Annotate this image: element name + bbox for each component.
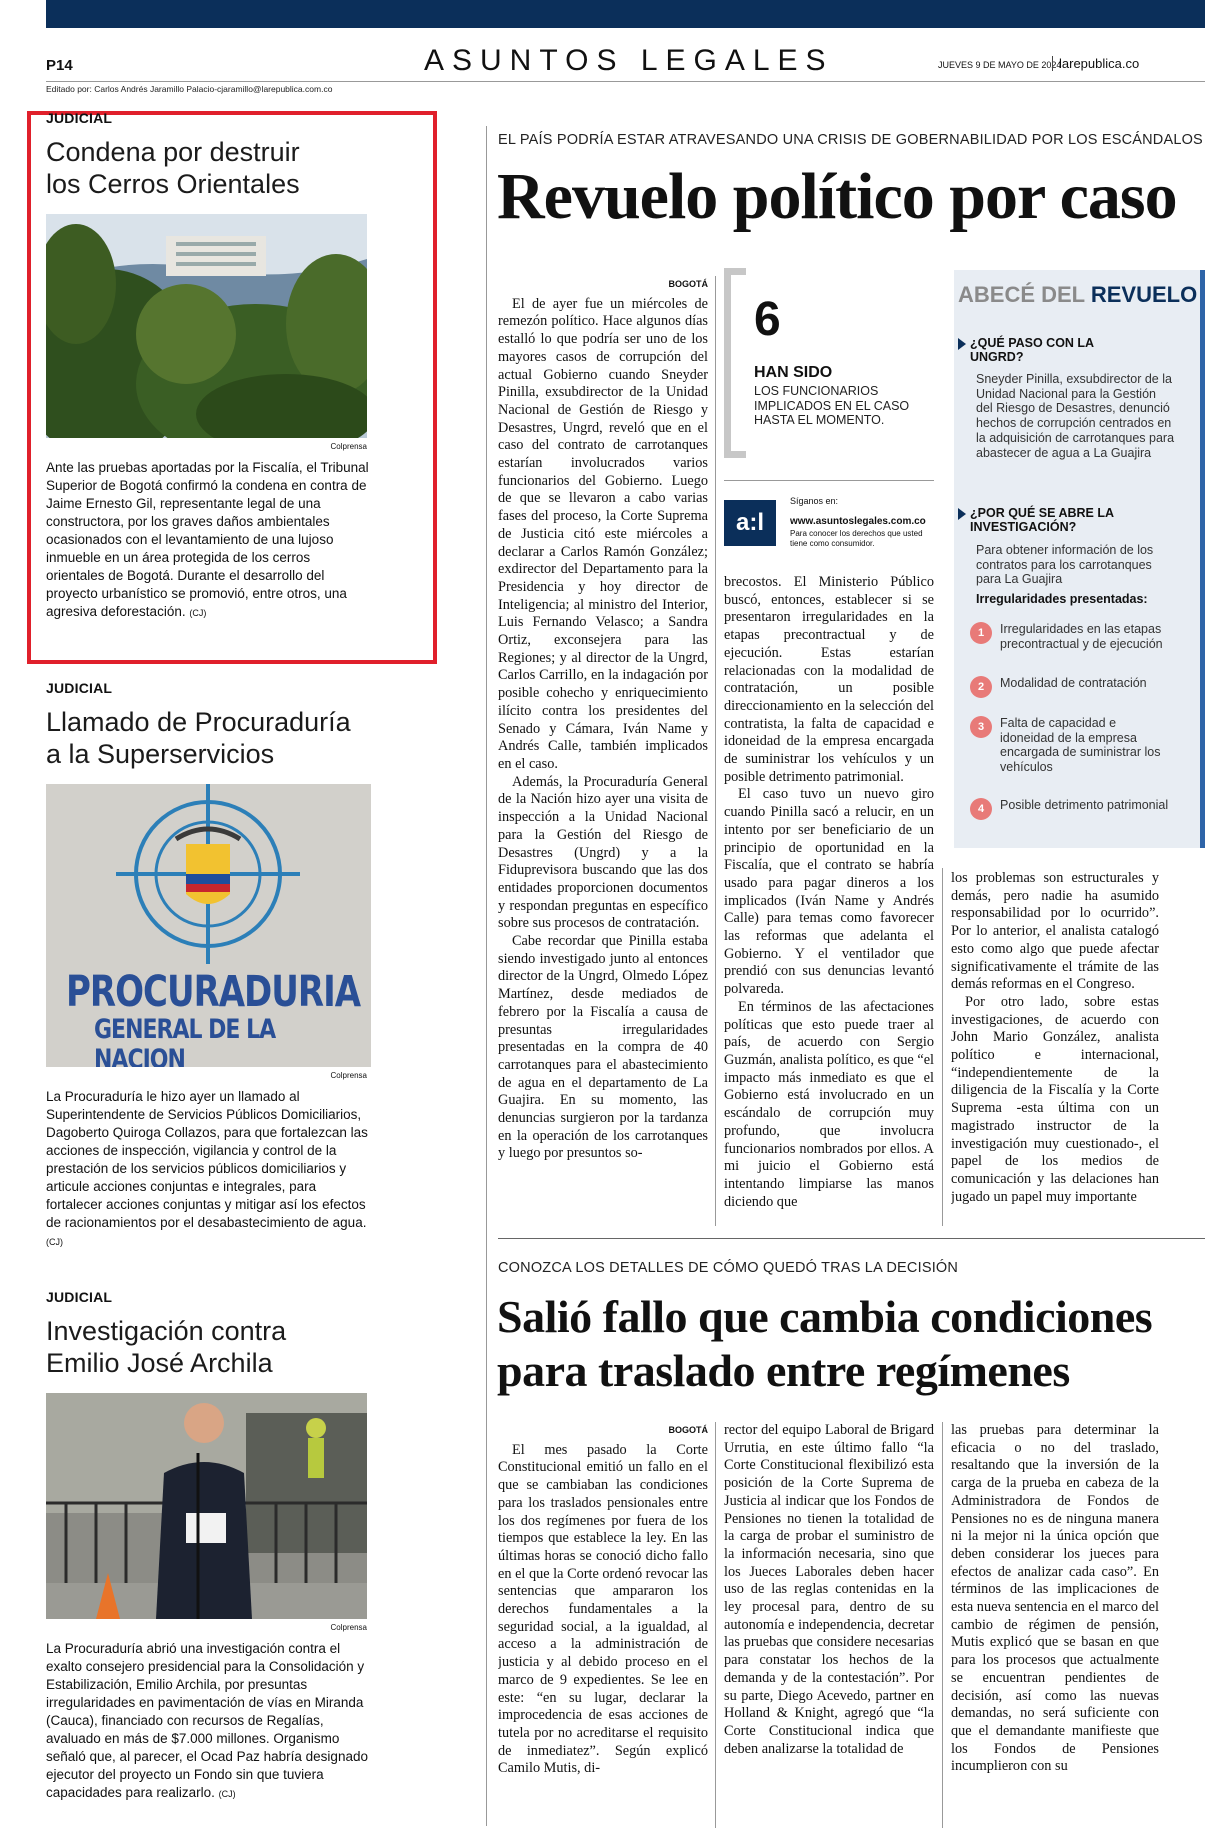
- brief-sign: (CJ): [46, 1237, 63, 1247]
- abece-answer-2: Para obtener información de los contratos para los carrotanques para La Guajira: [976, 543, 1154, 587]
- briefs-column: [46, 110, 371, 1803]
- irregularity-item: [970, 622, 1170, 666]
- article2-paragraph: El mes pasado la Corte Constitucional emitió un fallo en el que se cambiaban las condiciones para los traslados pensionales entre los dos regímenes por fuera de los tiempos que establece la ley. En las últimas horas se conoció dicho fallo en el que la Corte ordenó revocar las sentencias que ampararon los derechos fundamentales a la seguridad social, a la igualdad, al acceso a la administración de justicia y al debido proceso en el marco de 9 expedientes. Se lee en este: “en su lugar, declarar la improcedencia de esas acciones de tutela por no acreditarse el requisito de inmediatez”. Según explicó Camilo Mutis, di-: [498, 1441, 708, 1777]
- sign-text-bottom: GENERAL DE LA NACION: [94, 1015, 276, 1067]
- follow-box: [724, 492, 934, 552]
- article2-kicker: CONOZCA LOS DETALLES DE CÓMO QUEDÓ TRAS LA DECISIÓN: [498, 1260, 959, 1276]
- article1-paragraph: Cabe recordar que Pinilla estaba siendo investigado junto al entonces director de la Ungrd, Olmedo López Martínez, desde mediados de febrero por la Fiscalía a causa de presuntas irregularidades presentadas en la compra de 40 carrotanques para el abastecimiento de agua en el departamento de La Guajira. En su momento, las denuncias surgieron por la tardanza en la operación de los carrotanques y luego por presuntos so-: [498, 933, 708, 1162]
- photo-credit: Colprensa: [330, 1623, 367, 1632]
- brief-title: [46, 1315, 371, 1379]
- article1-col1: [498, 276, 708, 1226]
- article-separator: [498, 1238, 1205, 1239]
- brief-title-line-2: a la Superservicios: [46, 739, 275, 769]
- forest-image: [46, 214, 367, 438]
- article1-paragraph: En términos de las afectaciones políticas que esto puede traer al país, de acuerdo con Sergio Guzmán, analista político, es que “el impacto más inmediato es que el Gobierno está involucrado en un escándalo de corrupción muy profundo, que involucra funcionarios nombrados por ellos. A mi juicio el Gobierno está intentando limpiarse las manos diciendo que: [724, 998, 934, 1210]
- brief-title-line-1: Llamado de Procuraduría: [46, 707, 351, 737]
- irregularity-item: [970, 716, 1170, 776]
- abece-sidebar: [954, 270, 1205, 848]
- irregularity-item: [970, 676, 1170, 706]
- article1-col2: [724, 574, 934, 1226]
- stat-box: [724, 268, 934, 468]
- brief-tag: JUDICIAL: [46, 1289, 113, 1305]
- article2-col3: [951, 1422, 1159, 1828]
- photo-credit: Colprensa: [330, 1071, 367, 1080]
- brief-procuraduria: [46, 680, 371, 1275]
- number-badge: 3: [970, 716, 992, 738]
- article1-paragraph: brecostos. El Ministerio Público buscó, entonces, establecer si se presentaron irregularidades en la etapas precontractual y de ejecución. Estas estarían relacionadas con la modalidad de contratación, un posible direccionamiento en la selección del contratista, la falta de capacidad e idoneidad de la empresa encargada de suministrar los vehículos y un posible detrimento patrimonial.: [724, 574, 934, 785]
- brief-title-line-2: los Cerros Orientales: [46, 169, 300, 199]
- stat-description: LOS FUNCIONARIOS IMPLICADOS EN EL CASO HASTA EL MOMENTO.: [754, 384, 910, 427]
- column-divider: [486, 126, 487, 1826]
- irregularity-text: Irregularidades en las etapas precontractual y de ejecución: [1000, 622, 1163, 651]
- brief-title-line-1: Condena por destruir: [46, 137, 300, 167]
- abece-title: [958, 282, 1197, 308]
- brief-body-text: La Procuraduría abrió una investigación contra el exalto consejero presidencial para la Consolidación y Estabilización, Emilio Archila, por presuntas irregularidades en pavimentación de vías en Miranda (Cauca), financiado con recursos de Regalías, avaluado en más de $7.000 millones. Organismo señaló que, al parecer, el Ocad Paz habría designado ejecutor del proyecto un Fondo sin que tuviera capacidades para realizarlo.: [46, 1641, 368, 1800]
- brief-title: [46, 706, 371, 770]
- asuntos-legales-logo: a:l: [724, 500, 776, 546]
- section-title: ASUNTOS LEGALES: [424, 44, 834, 77]
- abece-answer-1: Sneyder Pinilla, exsubdirector de la Unidad Nacional para la Gestión del Riesgo de Desastres, denunció hechos de corrupción centrados en la adquisición de carrotanques para abastecer de agua a La Guajira: [976, 372, 1175, 460]
- article2-headline-line-1: Salió fallo que cambia condiciones: [497, 1291, 1153, 1342]
- brief-sign: (CJ): [189, 608, 207, 618]
- article1-paragraph: El de ayer fue un miércoles de remezón político. Hace algunos días estalló lo que podría ser uno de los mayores casos de corrupción del actual Gobierno cuando Sneyder Pinilla, exsubdirector de la Unidad Nacional de Gestión de Riesgo y Desastres, Ungrd, reveló que en el caso del contrato de carrotanques estarían involucrados varios funcionarios del Gobierno. Luego de que se llevaron a cabo varias fases del proceso, la Corte Suprema de Justicia citó este miércoles a declarar a Carlos Ramón González; exdirector del Departamento para la Presidencia y hoy director de Inteligencia; al ministro del Interior, Luis Fernando Velasco; a Sandra Ortiz, exconsejera para las Regiones; y al director de la Ungrd, Carlos Carrillo, en la indagación por posible cohecho y enriquecimiento ilícito contra los presidentes del Senado y Cámara, Iván Name y Andrés Calle, también implicados en el caso.: [498, 295, 708, 772]
- number-badge: 1: [970, 622, 992, 644]
- article1-paragraph: Además, la Procuraduría General de la Nación hizo ayer una visita de inspección a la Unidad Nacional para la Gestión del Riesgo de Desastres (Ungrd) y a la Fiduprevisora buscando que las dos entidades proporcionen documentos y respondan preguntas en específico sobre sus procesos de contratación.: [498, 773, 708, 932]
- column-divider: [942, 868, 943, 1226]
- column-divider: [715, 276, 716, 1226]
- brief-tag: JUDICIAL: [46, 680, 113, 696]
- article2-col1: [498, 1422, 708, 1828]
- article2-col2: [724, 1422, 934, 1828]
- sign-text-top: PROCURADURIA: [66, 967, 361, 1017]
- brief-sign: (CJ): [218, 1789, 236, 1799]
- brief-cerros: [46, 110, 371, 670]
- column-divider: [942, 1422, 943, 1828]
- brief-body: [46, 1640, 371, 1803]
- brief-title: [46, 136, 371, 200]
- follow-label: Síganos en:: [790, 496, 839, 506]
- brief-tag: JUDICIAL: [46, 110, 113, 126]
- editor-credit: Editado por: Carlos Andrés Jaramillo Palacio-cjaramillo@larepublica.com.co: [46, 84, 333, 94]
- stat-divider: [724, 480, 934, 481]
- site-link[interactable]: larepublica.co: [1052, 56, 1139, 71]
- top-color-bar: [46, 0, 1205, 28]
- irregularities-heading: Irregularidades presentadas:: [976, 592, 1148, 606]
- brief-body-text: Ante las pruebas aportadas por la Fiscalía, el Tribunal Superior de Bogotá confirmó la condena en contra de Jaime Ernesto Gil, representante legal de una constructora, por los graves daños ambientales ocasionados con el levantamiento de una lujoso inmueble en un área protegida de los cerros orientales de Bogotá. Durante el desarrollo del proyecto urbanístico se promovió, entre otros, una agresiva deforestación.: [46, 460, 369, 619]
- abece-question-1: ¿QUÉ PASO CON LA UNGRD?: [970, 336, 1110, 364]
- brief-body: [46, 1088, 371, 1251]
- follow-description: Para conocer los derechos que usted tiene como consumidor.: [790, 529, 923, 548]
- irregularity-text: Posible detrimento patrimonial: [1000, 798, 1169, 812]
- follow-url[interactable]: www.asuntoslegales.com.co: [790, 516, 926, 527]
- photo-archila: [46, 1393, 367, 1619]
- brief-body-text: La Procuraduría le hizo ayer un llamado al Superintendente de Servicios Públicos Domiciliarios, Dagoberto Quiroga Collazos, para que fortalezcan las acciones de inspección, vigilancia y control de la prestación de los servicios públicos domiciliarios y articule acciones conjuntas e integrales, para fortalecer acciones conjuntas y mitigar así los efectos de racionamientos por el desabastecimiento de agua.: [46, 1089, 368, 1230]
- article1-col3: [951, 870, 1159, 1226]
- article2-paragraph: rector del equipo Laboral de Brigard Urrutia, en este último fallo “la Corte Constitucional flexibilizó esta posición de la Corte Suprema de Justicia al indicar que los Fondos de Pensiones no tienen la totalidad de la carga de probar el suministro de la información necesaria, sino que los Jueces Laborales deben hacer uso de las reglas contenidas en la ley procesal para, dentro de su autonomía e independencia, decretar las pruebas que considere necesarias para constatar los hechos de la demanda y de la contestación”. Por su parte, Diego Acevedo, partner en Holland & Knight, agregó que “la Corte Constitucional indica que deben analizarse la totalidad de: [724, 1422, 934, 1757]
- page-number: P14: [46, 57, 73, 74]
- article2-paragraph: las pruebas para determinar la eficacia o no del traslado, resaltando que la inversión de la carga de la prueba en cabeza de la Administradora de Fondos de Pensiones no es de ninguna manera ni la mejor ni la única opción que deben considerar los jueces para efectos de analizar cada caso”. En términos de las implicaciones de esta nueva sentencia en el marco del cambio de régimen de pensión, Mutis explicó que se basan en que para los procesos que actualmente se encuentran pendientes de decisión, así como las nuevas demandas, no será suficiente con que el demandante manifieste que los Fondos de Pensiones incumplieron con su: [951, 1422, 1159, 1775]
- abece-title-gray: ABECÉ DEL: [958, 282, 1085, 307]
- article1-paragraph: El caso tuvo un nuevo giro cuando Pinilla sacó a relucir, en un intento por ser beneficiario de un principio de oportunidad en la Fiscalía, que el contrato se habría usado para pagar dineros a los implicados (Iván Name y Andrés Calle) para temas como favorecer las reformas que adelanta el Gobierno. Y el ventilador que prendió con sus denuncias levantó polvareda.: [724, 786, 934, 998]
- brief-title-line-2: Emilio José Archila: [46, 1348, 273, 1378]
- stat-label: HAN SIDO: [754, 364, 833, 381]
- abece-title-blue: REVUELO: [1090, 282, 1198, 307]
- issue-date: JUEVES 9 DE MAYO DE 2024: [938, 60, 1062, 70]
- article2-headline-line-2: para traslado entre regímenes: [497, 1345, 1070, 1396]
- article1-kicker: EL PAÍS PODRÍA ESTAR ATRAVESANDO UNA CRISIS DE GOBERNABILIDAD POR LOS ESCÁNDALOS: [498, 132, 1203, 148]
- number-badge: 2: [970, 676, 992, 698]
- abece-question-2: ¿POR QUÉ SE ABRE LA INVESTIGACIÓN?: [970, 506, 1120, 534]
- photo-procuraduria: [46, 784, 371, 1067]
- column-divider: [715, 1422, 716, 1828]
- page-header: [46, 40, 1205, 82]
- number-badge: 4: [970, 798, 992, 820]
- brief-archila: [46, 1289, 371, 1803]
- irregularity-item: [970, 798, 1170, 828]
- irregularity-text: Modalidad de contratación: [1000, 676, 1147, 690]
- article2-headline: [497, 1290, 1152, 1398]
- article2-location: BOGOTÁ: [668, 1425, 708, 1435]
- stat-bracket: [724, 268, 746, 458]
- brief-body: [46, 459, 371, 622]
- photo-credit: Colprensa: [330, 442, 367, 451]
- article1-paragraph: los problemas son estructurales y demás, pero nadie ha asumido responsabilidad por lo ocurrido”. Por lo anterior, el analista catalogó esto como algo que puede afectar significativamente el trámite de las demás reformas en el Congreso.: [951, 870, 1159, 993]
- stat-number: 6: [754, 293, 781, 346]
- article1-headline: Revuelo político por caso: [497, 160, 1177, 233]
- photo-cerros: [46, 214, 367, 438]
- brief-title-line-1: Investigación contra: [46, 1316, 287, 1346]
- irregularity-text: Falta de capacidad e idoneidad de la empresa encargada de suministrar los vehículos: [1000, 716, 1161, 774]
- article1-paragraph: Por otro lado, sobre estas investigaciones, de acuerdo con John Mario González, analista político e internacional, “independientemente de la diligencia de la Fiscalía y la Corte Suprema -esta última con un magistrado instructor de la investigación muy cuestionado-, el papel de los medios de comunicación y las delaciones han jugado un papel muy importante: [951, 993, 1159, 1205]
- article1-location: BOGOTÁ: [668, 279, 708, 289]
- speaker-image: [46, 1393, 367, 1619]
